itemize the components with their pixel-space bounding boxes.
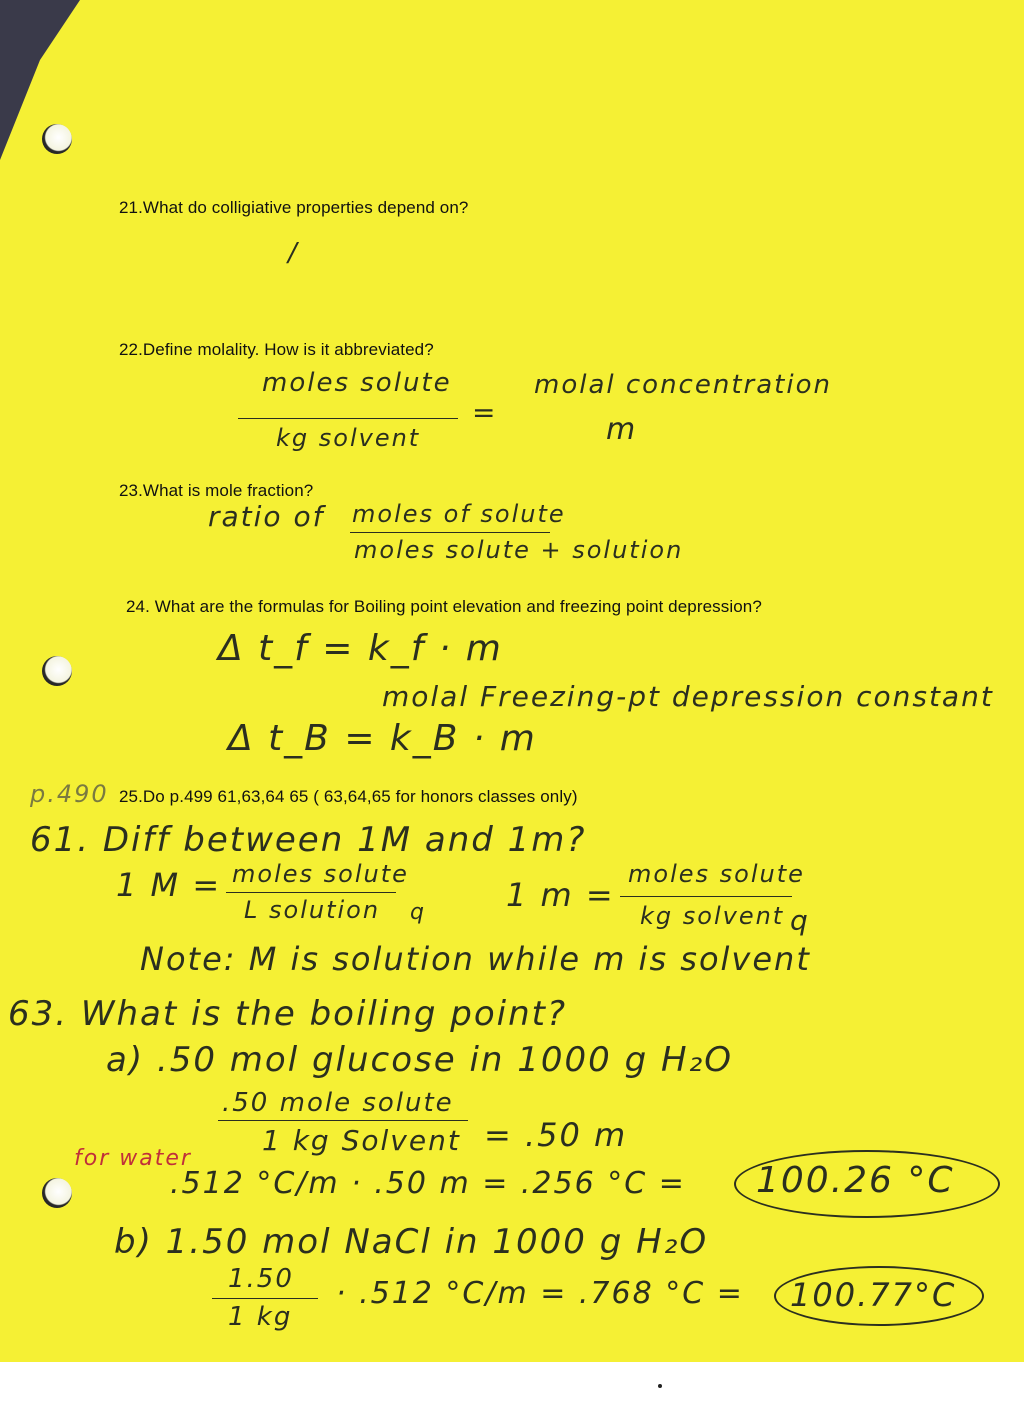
problem-63a-numerator: .50 mole solute: [222, 1088, 454, 1118]
question-23: 23.What is mole fraction?: [119, 481, 314, 500]
question-22: 22.Define molality. How is it abbreviated?: [119, 340, 434, 359]
molarity-tag: q: [410, 900, 426, 925]
question-24: 24. What are the formulas for Boiling point elevation and freezing point depression?: [126, 597, 762, 616]
answer-24-boiling: Δ t_B = k_B · m: [228, 718, 537, 759]
problem-63a-result: = .50 m: [484, 1116, 628, 1154]
fraction-bar-63b: [212, 1298, 318, 1299]
problem-63b-denominator: 1 kg: [228, 1302, 293, 1332]
problem-63: 63. What is the boiling point?: [8, 994, 568, 1034]
molality-numerator: moles solute: [628, 860, 805, 888]
answer-24-freezing: Δ t_f = k_f · m: [218, 628, 503, 669]
problem-63b-numerator: 1.50: [228, 1264, 294, 1294]
answer-23-denominator: moles solute + solution: [354, 536, 684, 564]
punch-hole-top: [42, 124, 72, 154]
answer-23-prefix: ratio of: [208, 500, 325, 533]
molality-denominator: kg solvent: [640, 902, 785, 930]
page-reference: p.490: [30, 780, 109, 808]
problem-63a-calc: .512 °C/m · .50 m = .256 °C =: [170, 1166, 686, 1201]
answer-22-numerator: moles solute: [262, 368, 452, 398]
fraction-bar-molality: [620, 896, 792, 897]
answer-24-note: molal Freezing-pt depression constant: [382, 680, 994, 713]
answer-21-mark: /: [288, 238, 299, 268]
punch-hole-middle: [42, 656, 72, 686]
answer-22-equals: =: [472, 396, 498, 429]
answer-63b: 100.77°C: [790, 1276, 957, 1314]
answer-22-abbr: m: [606, 412, 638, 447]
fraction-bar-23: [350, 532, 550, 533]
problem-63a: a) .50 mol glucose in 1000 g H₂O: [106, 1040, 733, 1080]
scan-speck: [658, 1384, 662, 1388]
answer-22-name: molal concentration: [534, 370, 832, 400]
punch-hole-bottom: [42, 1178, 72, 1208]
question-25: 25.Do p.499 61,63,64 65 ( 63,64,65 for honors classes only): [119, 787, 578, 806]
problem-63b-calc: · .512 °C/m = .768 °C =: [336, 1276, 744, 1311]
molarity-numerator: moles solute: [232, 860, 409, 888]
molality-tag: q: [790, 904, 810, 937]
fraction-bar-molarity: [226, 892, 396, 893]
fraction-bar-22: [238, 418, 458, 419]
fraction-bar-63a: [218, 1120, 468, 1121]
problem-63b: b) 1.50 mol NaCl in 1000 g H₂O: [114, 1222, 709, 1262]
for-water-note: for water: [74, 1146, 192, 1171]
problem-63a-denominator: 1 kg Solvent: [262, 1124, 461, 1157]
problem-61: 61. Diff between 1M and 1m?: [30, 820, 587, 860]
question-21: 21.What do colligiative properties depend on?: [119, 198, 469, 217]
answer-23-numerator: moles of solute: [352, 500, 566, 528]
molality-def: 1 m =: [506, 876, 615, 914]
answer-63a: 100.26 °C: [756, 1160, 955, 1201]
molarity-def: 1 M =: [116, 866, 222, 904]
molarity-note: Note: M is solution while m is solvent: [140, 940, 811, 978]
molarity-denominator: L solution: [244, 896, 381, 924]
answer-22-denominator: kg solvent: [276, 424, 421, 452]
